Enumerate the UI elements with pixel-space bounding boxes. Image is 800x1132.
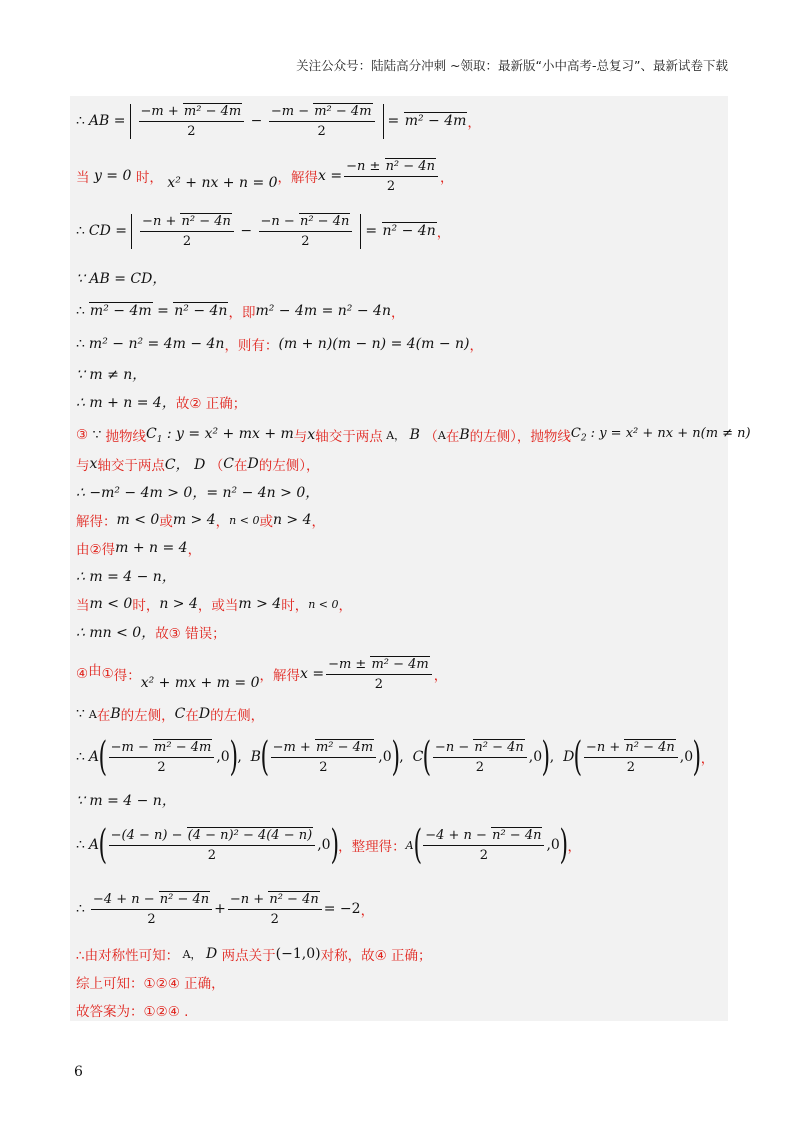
line-item-four: ④ 由 ① 得： x² + mx + m = 0 ，解得 x = $\frac{\text{−m ± m² − 4m}}{2}$ ，: [76, 656, 448, 692]
page-header: 关注公众号：陆陆高分冲刺 ~领取：最新版“小中高考-总复习”、最新试卷下载: [296, 58, 728, 73]
line-answer: 故答案为：①②④ .: [76, 1004, 189, 1020]
line-substitute: ∴ A ( $\frac{\text{−(4 − n) − (4 − n)² − 4(4 − n)}}{2}$ ,0 ) ，整理得： A ( $\frac{\text{−4 + n − n² − 4n}}{2}$ ,0 ) ，: [76, 822, 581, 868]
line-midpoint: ∴ $\frac{\text{−4 + n − n² − 4n}}{2}$ + $\frac{\text{−n + n² − 4n}}{2}$ = −2 ，: [76, 891, 375, 927]
line-m-expr: ∴ m = 4 − n，: [76, 569, 176, 585]
line-sqrt-eq: ∴ m² − 4m = n² − 4n ，即 m² − 4m = n² − 4n ，: [76, 303, 405, 321]
line-discriminants: ∴ −m² − 4m > 0，= n² − 4n > 0，: [76, 485, 320, 501]
solution-content: [70, 96, 751, 1021]
line-cd-abs: ∴ CD = $\frac{\text{−n + n² − 4n}}{2}$ − $\frac{\text{−n − n² − 4n}}{2}$ = n² − 4n ，: [76, 213, 451, 249]
line-cases: 当 m < 0 时， n > 4 ，或当 m > 4 时， n < 0 ，: [76, 596, 353, 614]
line-symmetry: ∴由对称性可知： A， D 两点关于 (−1,0) 对称，故④ 正确；: [76, 946, 432, 964]
line-cd-points: 与 x 轴交于两点 C， D （ C 在 D 的左侧），: [76, 456, 320, 474]
line-y-zero: 当 y = 0 时， x² + nx + n = 0 ，解得 x = $\frac{\text{−n ± n² − 4n}}{2}$ ，: [76, 158, 454, 194]
line-m-ne-n: ∵ m ≠ n，: [76, 367, 147, 383]
line-three-wrong: ∴ mn < 0， 故③ 错误；: [76, 625, 226, 642]
page-number: 6: [74, 1064, 83, 1080]
line-order: ∵ A 在 B 的左侧， C 在 D 的左侧，: [76, 706, 265, 724]
line-ab-eq-cd: ∵ AB = CD，: [76, 271, 167, 287]
line-ab-abs: ∴ AB = $\frac{\text{−m + m² − 4m}}{2}$ − $\frac{\text{−m − m² − 4m}}{2}$ = m² − 4m ，: [76, 103, 481, 139]
line-sum-four: ∴ m + n = 4， 故② 正确；: [76, 395, 247, 412]
line-coordinates: ∴ A ( $\frac{\text{−m − m² − 4m}}{2}$ ,0 ) , B ( $\frac{\text{−m + m² − 4m}}{2}$ ,0 ) , C ( $\frac{\text{−n − n² − 4n}}{2}$ ,0 ) , D ( $\frac{\text{−n + n² − 4n}}{2}$ ,0 ) ，: [76, 734, 715, 780]
line-from-two: 由②得 m + n = 4 ，: [76, 540, 202, 558]
line-item-three: ③ ∵ 抛物线 $C_1$ : y = x² + mx + m 与 x 轴交于两点 A， B （ A 在 B 的左侧），抛物线 $C_2$ : y = x² + nx + n(m ≠ n): [76, 425, 751, 445]
line-solve-ranges: 解得： m < 0 或 m > 4 ， n < 0 或 n > 4 ，: [76, 512, 326, 530]
line-factor: ∴ m² − n² = 4m − 4n ，则有： (m + n)(m − n) = 4(m − n) ，: [76, 336, 484, 354]
line-summary: 综上可知：①②④ 正确，: [76, 976, 225, 992]
line-sub-m: ∵ m = 4 − n，: [76, 793, 176, 809]
